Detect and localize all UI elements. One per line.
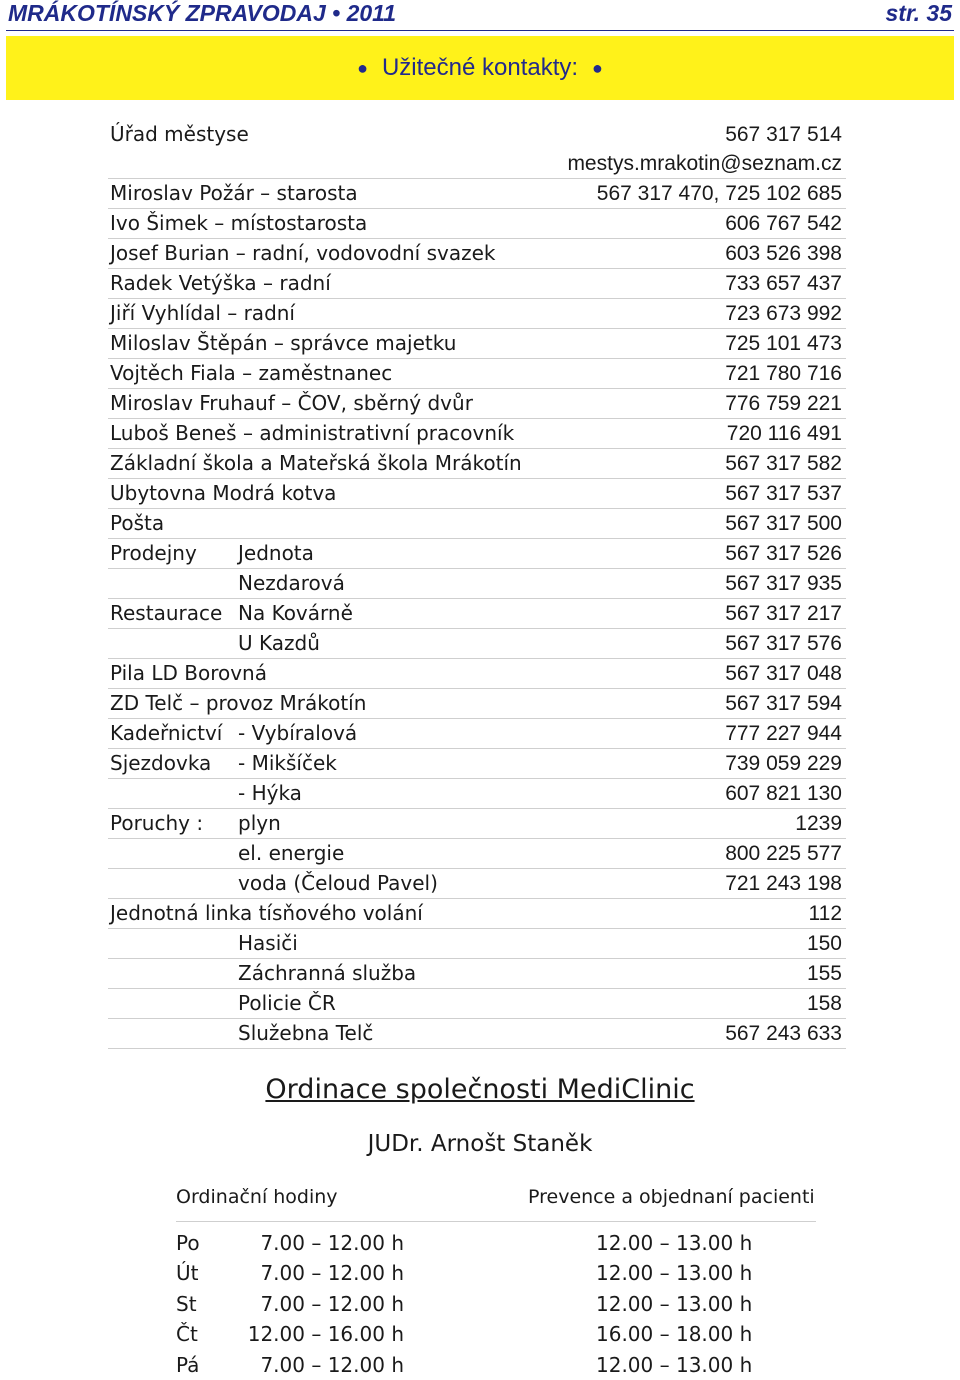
contact-row (108, 779, 846, 809)
contact-phone: 567 317 594 (725, 692, 842, 715)
contact-row (108, 899, 846, 929)
contact-name: Ubytovna Modrá kotva (110, 481, 337, 505)
contact-row (108, 239, 846, 269)
contact-name: Sjezdovka (110, 751, 212, 775)
contact-detail: el. energie (238, 841, 345, 865)
prevention-hours: 12.00 – 13.00 h (596, 1231, 753, 1255)
office-hours: 7.00 – 12.00 h (260, 1231, 404, 1255)
contact-phone: 112 (808, 902, 842, 925)
office-hours-header: Ordinační hodiny (176, 1186, 338, 1208)
contact-name: Vojtěch Fiala – zaměstnanec (110, 361, 393, 385)
day-label: Pá (176, 1352, 200, 1377)
contact-row (108, 120, 846, 179)
contact-row (108, 809, 846, 839)
contact-phone: 725 101 473 (725, 332, 842, 355)
prevention-hours: 12.00 – 13.00 h (596, 1261, 753, 1286)
office-hours: 12.00 – 16.00 h (247, 1322, 404, 1347)
contact-name: Miroslav Fruhauf – ČOV, sběrný dvůr (110, 391, 473, 415)
contact-phone: 720 116 491 (726, 422, 842, 445)
contact-phone: 777 227 944 (725, 722, 842, 745)
hours-table (176, 1228, 816, 1380)
contact-name: Miloslav Štěpán – správce majetku (110, 331, 457, 355)
bullet-icon: ● (357, 57, 368, 78)
newsletter-title: MRÁKOTÍNSKÝ ZPRAVODAJ • 2011 (8, 0, 397, 26)
mediclinic-title: Ordinace společnosti MediClinic (265, 1074, 695, 1105)
contact-detail: voda (Čeloud Pavel) (238, 871, 438, 895)
day-label: Po (176, 1231, 200, 1255)
contact-name: Pila LD Borovná (110, 661, 267, 685)
contact-phone: 155 (806, 962, 842, 985)
contact-row (108, 839, 846, 869)
contact-phone: 800 225 577 (725, 842, 842, 865)
office-hours: 7.00 – 12.00 h (260, 1291, 404, 1316)
contact-detail: Na Kovárně (238, 601, 353, 625)
contact-row (108, 389, 846, 419)
contact-row (108, 329, 846, 359)
contact-detail: Záchranná služba (238, 961, 417, 985)
contact-row (108, 599, 846, 629)
contact-name: Josef Burian – radní, vodovodní svazek (110, 241, 496, 265)
contact-phone: 567 317 470, 725 102 685 (596, 182, 842, 205)
contact-row (108, 209, 846, 239)
contact-phone: 567 317 576 (725, 632, 842, 655)
contact-name: Úřad městyse (110, 122, 249, 146)
hours-row (176, 1258, 816, 1288)
contact-row (108, 539, 846, 569)
contact-name: Restaurace (110, 601, 223, 625)
contact-phone: 733 657 437 (725, 272, 842, 295)
contact-name: ZD Telč – provoz Mrákotín (110, 691, 367, 715)
contact-name: Prodejny (110, 541, 197, 565)
prevention-hours: 16.00 – 18.00 h (596, 1322, 753, 1347)
contact-row (108, 689, 846, 719)
contact-phone: 567 243 633 (725, 1022, 842, 1045)
contact-detail: Služebna Telč (238, 1021, 374, 1045)
contact-phone: 567 317 537 (725, 482, 842, 505)
contact-phone: 721 243 198 (725, 872, 842, 895)
contact-phone: 150 (806, 932, 842, 955)
contact-row (108, 989, 846, 1019)
contact-detail: - Vybíralová (238, 721, 358, 745)
prevention-hours: 12.00 – 13.00 h (596, 1352, 753, 1377)
contact-detail: - Mikšíček (238, 751, 337, 775)
contact-phone: 739 059 229 (725, 752, 842, 775)
contact-detail: plyn (238, 811, 281, 835)
contact-phone: 567 317 935 (725, 572, 842, 595)
bullet-icon: ● (592, 57, 603, 78)
contact-phone: 721 780 716 (725, 362, 842, 385)
contact-name: Poruchy : (110, 811, 204, 835)
contact-phone: 1239 (795, 812, 842, 835)
contact-row (108, 569, 846, 599)
contact-phone: 567 317 526 (725, 542, 842, 565)
contact-phone: 606 767 542 (725, 212, 842, 235)
contact-name: Ivo Šimek – místostarosta (110, 211, 368, 235)
contact-row (108, 959, 846, 989)
hours-table-header (176, 1183, 816, 1222)
contact-name: Luboš Beneš – administrativní pracovník (110, 421, 515, 445)
contact-detail: Policie ČR (238, 991, 336, 1015)
contact-name: Jednotná linka tísňového volání (110, 901, 423, 925)
hours-row (176, 1289, 816, 1319)
day-label: Út (176, 1261, 199, 1286)
contact-detail: Jednota (238, 541, 314, 565)
contact-phone: 158 (806, 992, 842, 1015)
contact-detail: Nezdarová (238, 571, 345, 595)
contact-row (108, 359, 846, 389)
contact-name: Jiří Vyhlídal – radní (110, 301, 295, 325)
section-title: Užitečné kontakty: (381, 54, 579, 81)
contact-row (108, 449, 846, 479)
contact-phone: 603 526 398 (725, 242, 842, 265)
contact-phone: 776 759 221 (725, 392, 842, 415)
day-label: Čt (176, 1322, 198, 1347)
contact-detail: - Hýka (238, 781, 302, 805)
contact-row (108, 419, 846, 449)
page-number: str. 35 (885, 0, 952, 26)
contact-phone: 567 317 582 (725, 452, 842, 475)
contact-row (108, 719, 846, 749)
contact-detail: U Kazdů (238, 631, 320, 655)
contact-phone: 567 317 514 (725, 123, 842, 146)
contact-phone: 607 821 130 (725, 782, 842, 805)
contacts-list (108, 120, 846, 1049)
contact-name: Radek Vetýška – radní (110, 271, 331, 295)
prevention-hours: 12.00 – 13.00 h (596, 1291, 753, 1316)
prevention-header: Prevence a objednaní pacienti (528, 1186, 815, 1208)
contact-row (108, 869, 846, 899)
doctor-name: JUDr. Arnošt Staněk (367, 1131, 593, 1157)
contact-row (108, 629, 846, 659)
contact-phone: 723 673 992 (725, 302, 842, 325)
contact-name: Pošta (110, 511, 165, 535)
office-hours: 7.00 – 12.00 h (260, 1261, 404, 1286)
contact-row (108, 479, 846, 509)
contact-name: Miroslav Požár – starosta (110, 181, 358, 205)
contact-email: mestys.mrakotin@seznam.cz (567, 152, 842, 175)
page-header (6, 0, 954, 31)
hours-row (176, 1228, 816, 1258)
contact-phone: 567 317 048 (725, 662, 842, 685)
contact-name: Základní škola a Mateřská škola Mrákotín (110, 451, 522, 475)
contact-row (108, 929, 846, 959)
contact-row (108, 659, 846, 689)
day-label: St (176, 1291, 197, 1316)
contact-row (108, 1019, 846, 1049)
contact-row (108, 179, 846, 209)
hours-row (176, 1350, 816, 1380)
contact-detail: Hasiči (238, 931, 298, 955)
contact-name: Kadeřnictví (110, 721, 223, 745)
hours-row (176, 1319, 816, 1349)
office-hours: 7.00 – 12.00 h (260, 1352, 404, 1377)
contact-phone: 567 317 500 (725, 512, 842, 535)
contact-row (108, 269, 846, 299)
section-banner (6, 36, 954, 100)
contact-row (108, 509, 846, 539)
contact-phone: 567 317 217 (725, 602, 842, 625)
contact-row (108, 749, 846, 779)
contact-row (108, 299, 846, 329)
